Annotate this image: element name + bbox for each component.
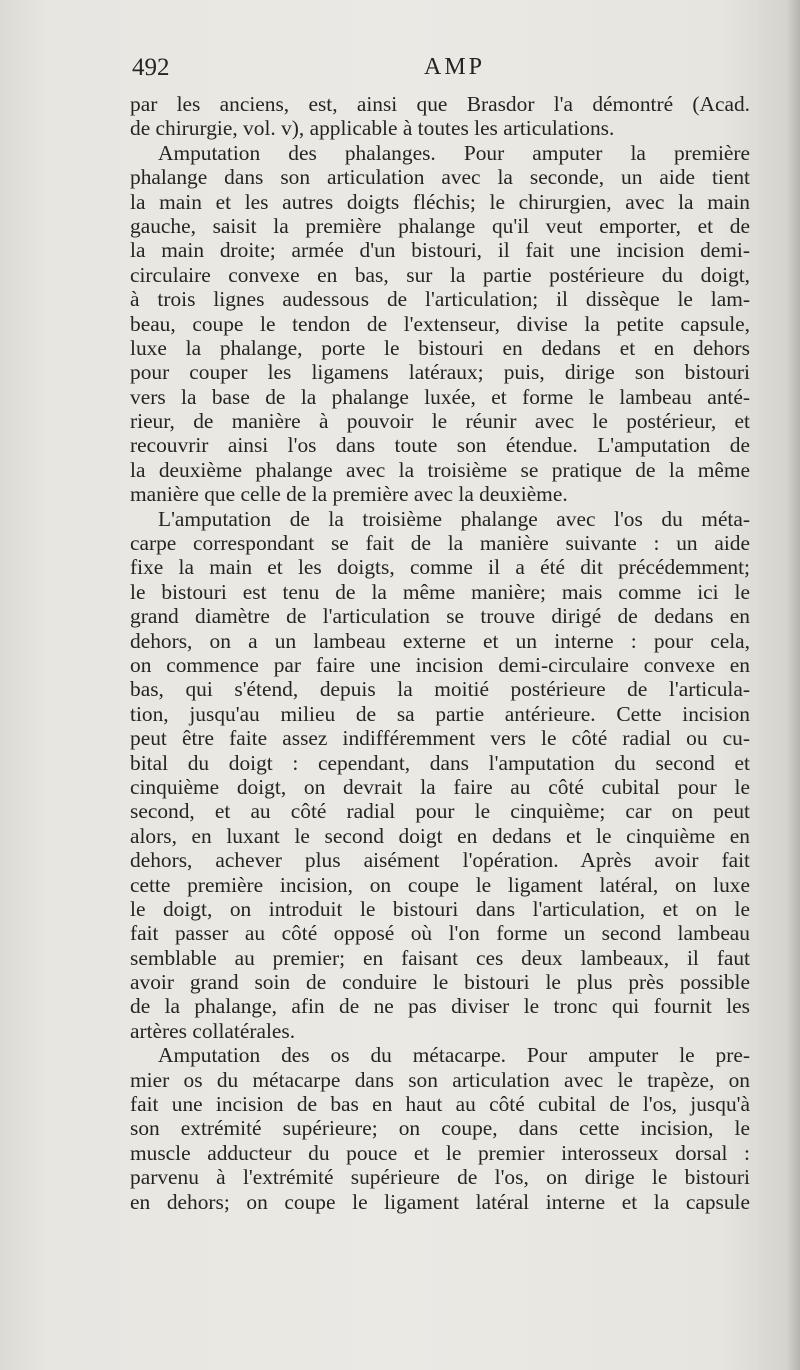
text-line: recouvrir ainsi l'os dans toute son étendue. L'amputation de: [130, 433, 750, 458]
text-line: pour couper les ligamens latéraux; puis, dirige son bistouri: [130, 360, 750, 385]
text-line: phalange dans son articulation avec la seconde, un aide tient: [130, 165, 750, 190]
page-header: [132, 54, 752, 90]
text-line: dehors, on a un lambeau externe et un interne : pour cela,: [130, 628, 750, 653]
text-line: grand diamètre de l'articulation se trouve dirigé de dedans en: [130, 604, 750, 629]
text-line: de chirurgie, vol. v), applicable à toutes les articulations.: [130, 116, 615, 141]
page-gutter-shadow: [786, 0, 800, 1370]
text-line: parvenu à l'extrémité supérieure de l'os, on dirige le bistouri: [130, 1165, 750, 1190]
text-line: artères collatérales.: [130, 1018, 296, 1043]
text-line: mier os du métacarpe dans son articulation avec le trapèze, on: [130, 1067, 750, 1092]
text-line: fait une incision de bas en haut au côté cubital de l'os, jusqu'à: [130, 1092, 750, 1117]
text-line: le doigt, on introduit le bistouri dans l'articulation, et on le: [130, 896, 750, 921]
text-line: gauche, saisit la première phalange qu'il veut emporter, et de: [130, 213, 750, 238]
text-line: avoir grand soin de conduire le bistouri le plus près possible: [130, 970, 750, 995]
text-line: cinquième doigt, on devrait la faire au côté cubital pour le: [130, 774, 750, 799]
text-line: vers la base de la phalange luxée, et forme le lambeau anté-: [130, 384, 750, 409]
text-body: [130, 92, 750, 1214]
text-line: dehors, achever plus aisément l'opération. Après avoir fait: [130, 848, 750, 873]
page-number: 492: [132, 54, 170, 81]
text-line: peut être faite assez indifféremment vers le côté radial ou cu-: [130, 726, 750, 751]
text-line: à trois lignes audessous de l'articulation; il dissèque le lam-: [130, 287, 750, 312]
text-line: rieur, de manière à pouvoir le réunir avec le postérieur, et: [130, 409, 750, 434]
text-line: beau, coupe le tendon de l'extenseur, divise la petite capsule,: [130, 311, 750, 336]
text-line: Amputation des os du métacarpe. Pour amputer le pre-: [158, 1043, 750, 1068]
text-line: son extrémité supérieure; on coupe, dans cette incision, le: [130, 1116, 750, 1141]
text-line: manière que celle de la première avec la deuxième.: [130, 482, 568, 507]
text-line: carpe correspondant se fait de la manière suivante : un aide: [130, 531, 750, 556]
text-line: on commence par faire une incision demi-circulaire convexe en: [130, 652, 750, 677]
text-line: alors, en luxant le second doigt en dedans et le cinquième en: [130, 823, 750, 848]
text-line: fixe la main et les doigts, comme il a été dit précédemment;: [130, 555, 750, 580]
text-line: bas, qui s'étend, depuis la moitié postérieure de l'articula-: [130, 677, 750, 702]
text-line: le bistouri est tenu de la même manière; mais comme ici le: [130, 579, 750, 604]
text-line: la main droite; armée d'un bistouri, il fait une incision demi-: [130, 238, 750, 263]
text-line: second, et au côté radial pour le cinquième; car on peut: [130, 799, 750, 824]
text-line: en dehors; on coupe le ligament latéral interne et la capsule: [130, 1189, 750, 1214]
text-line: bital du doigt : cependant, dans l'amputation du second et: [130, 750, 750, 775]
text-line: circulaire convexe en bas, sur la partie postérieure du doigt,: [130, 262, 750, 287]
text-line: semblable au premier; en faisant ces deux lambeaux, il faut: [130, 945, 750, 970]
text-line: muscle adducteur du pouce et le premier interosseux dorsal :: [130, 1140, 750, 1165]
text-line: la main et les autres doigts fléchis; le chirurgien, avec la main: [130, 189, 750, 214]
text-line: cette première incision, on coupe le ligament latéral, on luxe: [130, 872, 750, 897]
text-line: la deuxième phalange avec la troisième se pratique de la même: [130, 457, 750, 482]
text-line: fait passer au côté opposé où l'on forme un second lambeau: [130, 921, 750, 946]
text-line: par les anciens, est, ainsi que Brasdor l'a démontré (Acad.: [130, 92, 750, 116]
text-line: tion, jusqu'au milieu de sa partie antérieure. Cette incision: [130, 701, 750, 726]
text-line: L'amputation de la troisième phalange avec l'os du méta-: [158, 506, 750, 531]
text-line: Amputation des phalanges. Pour amputer la première: [158, 140, 750, 165]
text-line: luxe la phalange, porte le bistouri en dedans et en dehors: [130, 335, 750, 360]
text-line: de la phalange, afin de ne pas diviser le tronc qui fournit les: [130, 994, 750, 1019]
running-head: AMP: [424, 54, 486, 80]
